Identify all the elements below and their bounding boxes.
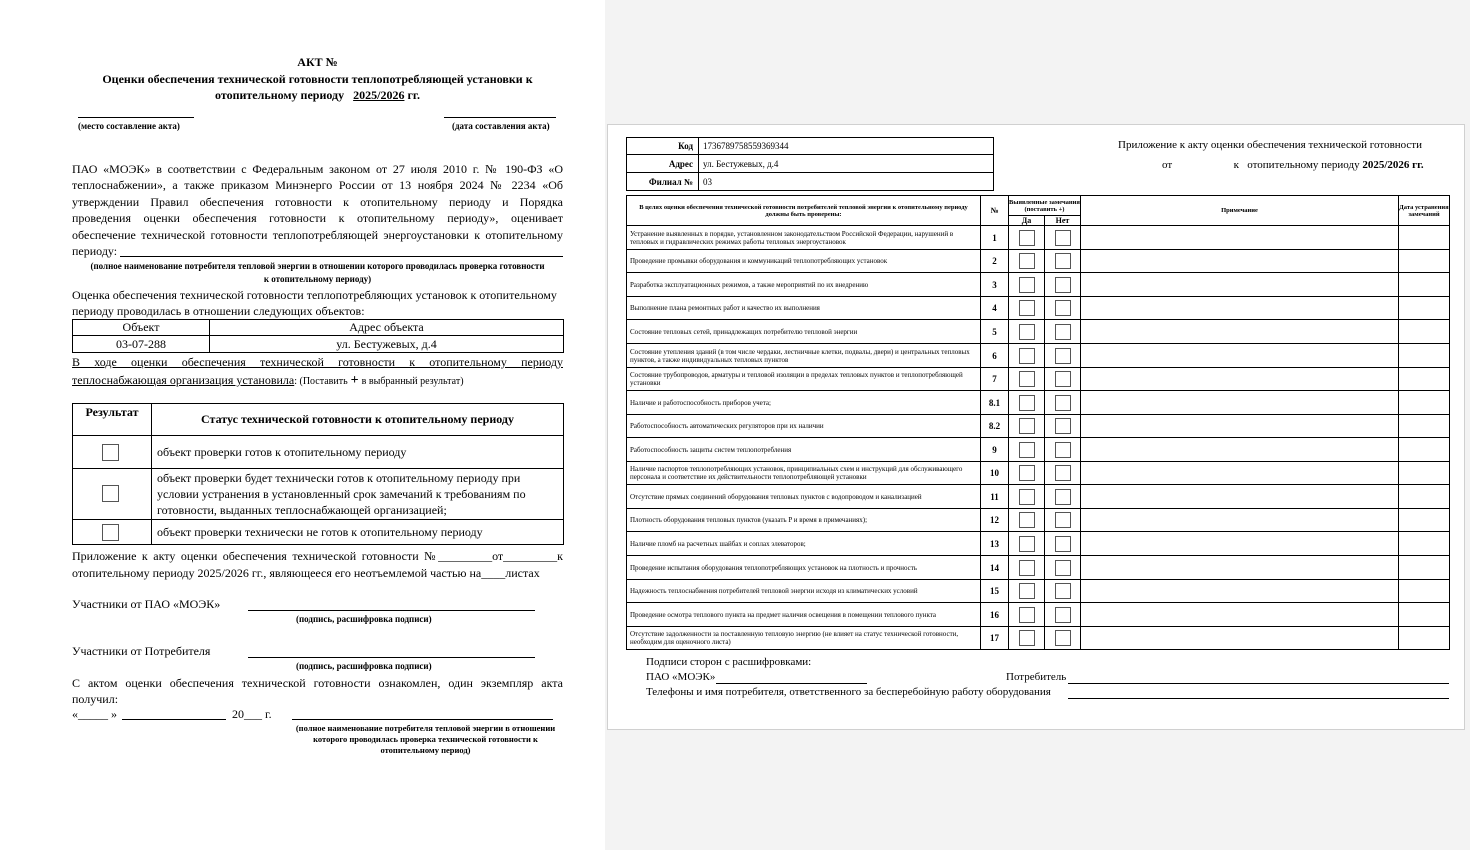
fix-date-cell[interactable]	[1399, 603, 1450, 627]
criterion-text: Плотность оборудования тепловых пунктов (указать P и время в примечаниях);	[627, 509, 981, 532]
remark-yes-cell	[1009, 391, 1045, 415]
remark-yes-checkbox[interactable]	[1019, 348, 1035, 364]
result-checkbox-conditional[interactable]	[102, 485, 119, 502]
table-row	[627, 509, 1450, 532]
table-row	[627, 438, 1450, 462]
criterion-number: 13	[981, 532, 1009, 556]
criterion-number: 7	[981, 368, 1009, 391]
header-note: Примечание	[1081, 196, 1399, 226]
header-date: Дата устранения замечаний	[1399, 196, 1450, 226]
header-no: Нет	[1045, 216, 1081, 226]
remark-no-checkbox[interactable]	[1055, 583, 1071, 599]
note-cell[interactable]	[1081, 438, 1399, 462]
info-value-branch: 03	[699, 173, 994, 191]
remark-no-checkbox[interactable]	[1055, 607, 1071, 623]
remark-yes-checkbox[interactable]	[1019, 489, 1035, 505]
consumer-name-line	[120, 256, 563, 257]
remark-no-cell	[1045, 226, 1081, 250]
table-row	[627, 320, 1450, 344]
note-cell[interactable]	[1081, 320, 1399, 344]
fix-date-cell[interactable]	[1399, 391, 1450, 415]
date-month-line	[122, 719, 226, 720]
fix-date-cell[interactable]	[1399, 627, 1450, 650]
criterion-number: 2	[981, 250, 1009, 273]
remark-no-checkbox[interactable]	[1055, 465, 1071, 481]
fix-date-cell[interactable]	[1399, 226, 1450, 250]
remark-no-cell	[1045, 391, 1081, 415]
acquainted-text: С актом оценки обеспечения технической готовности ознакомлен, один экземпляр акта получил:	[72, 676, 563, 706]
table-row	[627, 532, 1450, 556]
remark-yes-cell	[1009, 485, 1045, 509]
criterion-text: Разработка эксплуатационных режимов, а также мероприятий по их внедрению	[627, 273, 981, 297]
criterion-text: Выполнение плана ремонтных работ и качество их выполнения	[627, 297, 981, 320]
fix-date-cell[interactable]	[1399, 368, 1450, 391]
criterion-text: Состояние тепловых сетей, принадлежащих потребителю тепловой энергии	[627, 320, 981, 344]
header-remarks: Выявленные замечания (поставить +)	[1009, 196, 1081, 216]
result-checkbox-not-ready[interactable]	[102, 524, 119, 541]
criterion-number: 9	[981, 438, 1009, 462]
final-caption: (полное наименование потребителя тепловой энергии в отношении которого проводилась проверка технической готовности к отопительному период)	[295, 723, 556, 755]
table-row	[627, 344, 1450, 368]
table-row	[73, 469, 564, 520]
remark-no-cell	[1045, 250, 1081, 273]
note-cell[interactable]	[1081, 368, 1399, 391]
note-cell[interactable]	[1081, 391, 1399, 415]
status-ready: объект проверки готов к отопительному периоду	[152, 436, 564, 469]
fix-date-cell[interactable]	[1399, 462, 1450, 485]
remark-yes-cell	[1009, 556, 1045, 580]
note-cell[interactable]	[1081, 509, 1399, 532]
info-value-address: ул. Бестужевых, д.4	[699, 155, 994, 173]
criterion-text: Работоспособность автоматических регуляторов при их наличии	[627, 415, 981, 438]
criterion-text: Проведение осмотра теплового пункта на предмет наличия освещения в помещении теплового пункта	[627, 603, 981, 627]
remark-yes-checkbox[interactable]	[1019, 560, 1035, 576]
criterion-number: 15	[981, 580, 1009, 603]
remark-no-cell	[1045, 580, 1081, 603]
table-row	[627, 226, 1450, 250]
info-box	[626, 137, 994, 191]
date-open: «_____ »	[72, 707, 117, 721]
remark-no-checkbox[interactable]	[1055, 300, 1071, 316]
remark-no-cell	[1045, 603, 1081, 627]
remark-yes-cell	[1009, 532, 1045, 556]
act-page	[0, 0, 605, 850]
remark-yes-cell	[1009, 415, 1045, 438]
criterion-number: 3	[981, 273, 1009, 297]
remark-yes-checkbox[interactable]	[1019, 277, 1035, 293]
object-code: 03-07-288	[73, 336, 210, 353]
consumer-caption: (полное наименование потребителя тепловой энергии в отношении которого проводилась проверка готовности к отопительному периоду)	[90, 261, 545, 284]
result-table	[72, 403, 564, 545]
criterion-text: Наличие и работоспособность приборов учета;	[627, 391, 981, 415]
note-cell[interactable]	[1081, 462, 1399, 485]
moek-sign-line	[716, 683, 867, 684]
table-row	[627, 462, 1450, 485]
status-not-ready: объект проверки технически не готов к отопительному периоду	[152, 520, 564, 545]
remark-yes-cell	[1009, 297, 1045, 320]
remark-yes-checkbox[interactable]	[1019, 253, 1035, 269]
remark-no-cell	[1045, 320, 1081, 344]
remark-yes-checkbox[interactable]	[1019, 512, 1035, 528]
remark-no-cell	[1045, 509, 1081, 532]
remark-yes-cell	[1009, 250, 1045, 273]
date-caption: (дата составления акта)	[452, 121, 550, 131]
criterion-number: 12	[981, 509, 1009, 532]
criterion-text: Устранение выявленных в порядке, установленном законодательством Российской Федерации, нарушений в тепловых и гидравлических режимах работы тепловых энергоустановок	[627, 226, 981, 250]
appendix-title-1: Приложение к акту оценки обеспечения технической готовности	[1118, 139, 1422, 151]
participants-moek: Участники от ПАО «МОЭК»	[72, 597, 221, 611]
consumer-sign-line	[1068, 683, 1449, 684]
remark-no-cell	[1045, 344, 1081, 368]
remark-no-checkbox[interactable]	[1055, 418, 1071, 434]
note-cell[interactable]	[1081, 485, 1399, 509]
remark-no-checkbox[interactable]	[1055, 277, 1071, 293]
info-value-code: 1736789758559369344	[699, 138, 994, 155]
info-label-address: Адрес	[627, 155, 699, 173]
table-row	[627, 580, 1450, 603]
objects-header-object: Объект	[73, 320, 210, 336]
remark-yes-cell	[1009, 627, 1045, 650]
remark-no-checkbox[interactable]	[1055, 230, 1071, 246]
fix-date-cell[interactable]	[1399, 415, 1450, 438]
checklist-table	[626, 195, 1450, 650]
during-text: В ходе оценки обеспечения технической готовности к отопительному периоду теплоснабжающая организация установила: (Поставить + в выбранный результат)	[72, 355, 563, 388]
remark-no-checkbox[interactable]	[1055, 442, 1071, 458]
remark-yes-checkbox[interactable]	[1019, 442, 1035, 458]
objects-table	[72, 319, 564, 353]
table-row	[627, 273, 1450, 297]
remark-no-cell	[1045, 368, 1081, 391]
header-num: №	[981, 196, 1009, 226]
remark-yes-checkbox[interactable]	[1019, 583, 1035, 599]
remark-no-cell	[1045, 556, 1081, 580]
remark-no-cell	[1045, 485, 1081, 509]
act-subtitle-2: отопительному периоду 2025/2026 гг.	[214, 88, 420, 102]
result-checkbox-ready[interactable]	[102, 444, 119, 461]
remark-yes-cell	[1009, 462, 1045, 485]
fix-date-cell[interactable]	[1399, 485, 1450, 509]
appendix-page	[607, 124, 1465, 730]
criterion-text: Наличие пломб на расчетных шайбах и соплах элеваторов;	[627, 532, 981, 556]
table-row	[73, 520, 564, 545]
note-cell[interactable]	[1081, 273, 1399, 297]
table-row	[627, 603, 1450, 627]
remark-yes-cell	[1009, 603, 1045, 627]
fix-date-cell[interactable]	[1399, 250, 1450, 273]
act-heading: АКТ №	[297, 55, 338, 69]
note-cell[interactable]	[1081, 580, 1399, 603]
remark-yes-cell	[1009, 226, 1045, 250]
criterion-text: Состояние трубопроводов, арматуры и тепловой изоляции в пределах тепловых пунктов и теплопотребляющей установки	[627, 368, 981, 391]
remark-yes-cell	[1009, 438, 1045, 462]
result-header: Результат	[73, 404, 152, 436]
criterion-number: 10	[981, 462, 1009, 485]
remark-yes-cell	[1009, 580, 1045, 603]
criterion-number: 8.2	[981, 415, 1009, 438]
consumer-signature-line	[248, 657, 535, 658]
fix-date-cell[interactable]	[1399, 509, 1450, 532]
criterion-text: Состояние утепления зданий (в том числе чердаки, лестничные клетки, подвалы, двери) и центральных тепловых пунктов, а также индивидуальных тепловых пунктов	[627, 344, 981, 368]
remark-yes-cell	[1009, 368, 1045, 391]
phones-label: Телефоны и имя потребителя, ответственного за бесперебойную работу оборудования	[646, 686, 1051, 698]
plus-sign: +	[350, 373, 359, 388]
criterion-number: 6	[981, 344, 1009, 368]
note-cell[interactable]	[1081, 556, 1399, 580]
fix-date-cell[interactable]	[1399, 438, 1450, 462]
note-cell[interactable]	[1081, 297, 1399, 320]
assessment-text: Оценка обеспечения технической готовности теплопотребляющих установок к отопительному периоду проводилась в отношении следующих объектов:	[72, 288, 557, 318]
date-year: 20___ г.	[232, 707, 272, 721]
appendix-title-2: от к отопительному периоду 2025/2026 гг.	[1162, 159, 1424, 171]
remark-no-cell	[1045, 415, 1081, 438]
moek-signature-line	[248, 610, 535, 611]
participants-consumer: Участники от Потребителя	[72, 644, 211, 658]
intro-paragraph: ПАО «МОЭК» в соответствии с Федеральным законом от 27 июля 2010 г. № 190-ФЗ «О теплоснабжении», а также приказом Минэнерго России от 13 ноября 2024 № 2234 «Об утверждении Правил обеспечения готовности к отопительному периоду и Порядка проведения оценки обеспечения готовности к отопительному периоду», оценивает обеспечение технической готовности теплопотребляющей энергоустановки к отопительному периоду:	[72, 162, 563, 259]
fix-date-cell[interactable]	[1399, 273, 1450, 297]
remark-yes-checkbox[interactable]	[1019, 536, 1035, 552]
criterion-text: Проведение промывки оборудования и коммуникаций теплопотребляющих установок	[627, 250, 981, 273]
remark-yes-checkbox[interactable]	[1019, 300, 1035, 316]
remark-no-checkbox[interactable]	[1055, 512, 1071, 528]
table-row	[627, 556, 1450, 580]
remark-no-checkbox[interactable]	[1055, 560, 1071, 576]
remark-no-checkbox[interactable]	[1055, 630, 1071, 646]
remark-no-checkbox[interactable]	[1055, 371, 1071, 387]
table-row	[627, 297, 1450, 320]
table-row	[627, 368, 1450, 391]
remark-yes-cell	[1009, 509, 1045, 532]
remark-no-cell	[1045, 532, 1081, 556]
remark-no-checkbox[interactable]	[1055, 536, 1071, 552]
remark-no-cell	[1045, 273, 1081, 297]
act-period: 2025/2026	[353, 88, 405, 102]
note-cell[interactable]	[1081, 532, 1399, 556]
remark-no-cell	[1045, 438, 1081, 462]
remark-no-cell	[1045, 462, 1081, 485]
remark-no-checkbox[interactable]	[1055, 489, 1071, 505]
moek-signature-caption: (подпись, расшифровка подписи)	[296, 614, 432, 624]
remark-no-checkbox[interactable]	[1055, 324, 1071, 340]
remark-yes-cell	[1009, 273, 1045, 297]
criterion-text: Работоспособность защиты систем теплопотребления	[627, 438, 981, 462]
date-line	[444, 117, 556, 118]
criterion-number: 4	[981, 297, 1009, 320]
info-label-branch: Филиал №	[627, 173, 699, 191]
remark-yes-checkbox[interactable]	[1019, 607, 1035, 623]
fix-date-cell[interactable]	[1399, 297, 1450, 320]
table-row	[627, 627, 1450, 650]
table-row	[627, 250, 1450, 273]
header-yes: Да	[1009, 216, 1045, 226]
note-cell[interactable]	[1081, 603, 1399, 627]
note-cell[interactable]	[1081, 627, 1399, 650]
note-cell[interactable]	[1081, 250, 1399, 273]
note-cell[interactable]	[1081, 226, 1399, 250]
remark-yes-cell	[1009, 320, 1045, 344]
criterion-number: 17	[981, 627, 1009, 650]
remark-yes-cell	[1009, 344, 1045, 368]
note-cell[interactable]	[1081, 415, 1399, 438]
remark-no-checkbox[interactable]	[1055, 395, 1071, 411]
table-row	[73, 336, 564, 353]
table-row	[627, 415, 1450, 438]
object-address: ул. Бестужевых, д.4	[210, 336, 564, 353]
criterion-text: Отсутствие прямых соединений оборудования тепловых пунктов с водопроводом и канализацией	[627, 485, 981, 509]
fix-date-cell[interactable]	[1399, 532, 1450, 556]
fix-date-cell[interactable]	[1399, 556, 1450, 580]
remark-yes-checkbox[interactable]	[1019, 418, 1035, 434]
remark-no-checkbox[interactable]	[1055, 348, 1071, 364]
intro-last: периоду:	[72, 244, 118, 259]
remark-no-checkbox[interactable]	[1055, 253, 1071, 269]
status-header: Статус технической готовности к отопительному периоду	[152, 404, 564, 436]
fix-date-cell[interactable]	[1399, 580, 1450, 603]
table-row	[73, 436, 564, 469]
signatures-title: Подписи сторон с расшифровками:	[646, 656, 812, 668]
criterion-text: Проведение испытания оборудования теплопотребляющих установок на плотность и прочность	[627, 556, 981, 580]
consumer-signature-caption: (подпись, расшифровка подписи)	[296, 661, 432, 671]
consumer-label: Потребитель	[1006, 671, 1067, 683]
header-criteria: В целях оценки обеспечения технической готовности потребителей тепловой энергии к отопительному периоду должны быть проверены:	[627, 196, 981, 226]
remark-yes-checkbox[interactable]	[1019, 630, 1035, 646]
remark-yes-checkbox[interactable]	[1019, 324, 1035, 340]
moek-label: ПАО «МОЭК»	[646, 671, 716, 683]
note-cell[interactable]	[1081, 344, 1399, 368]
info-label-code: Код	[627, 138, 699, 155]
remark-yes-checkbox[interactable]	[1019, 395, 1035, 411]
criterion-number: 16	[981, 603, 1009, 627]
criterion-number: 8.1	[981, 391, 1009, 415]
criterion-number: 5	[981, 320, 1009, 344]
appendix-reference: Приложение к акту оценки обеспечения технической готовности №_________от_________к отопительному периоду 2025/2026 гг., являющееся его неотъемлемой частью на____листах	[72, 549, 563, 580]
criterion-text: Отсутствие задолженности за поставленную тепловую энергию (не влияет на статус технической готовности, необходим для оценочного листа)	[627, 627, 981, 650]
remark-yes-checkbox[interactable]	[1019, 230, 1035, 246]
criterion-text: Наличие паспортов теплопотребляющих установок, принципиальных схем и инструкций для обслуживающего персонала и соответствие их действительности теплопотребляющей установки	[627, 462, 981, 485]
criterion-number: 14	[981, 556, 1009, 580]
fix-date-cell[interactable]	[1399, 320, 1450, 344]
status-conditional: объект проверки будет технически готов к отопительному периоду при условии устранения в установленный срок замечаний к требованиям по готовности, выданных теплоснабжающей организацией;	[152, 469, 564, 520]
checklist-rows	[627, 226, 1450, 650]
remark-yes-checkbox[interactable]	[1019, 465, 1035, 481]
place-line	[78, 117, 194, 118]
fix-date-cell[interactable]	[1399, 344, 1450, 368]
table-row	[627, 485, 1450, 509]
criterion-number: 1	[981, 226, 1009, 250]
place-caption: (место составление акта)	[78, 121, 180, 131]
final-consumer-line	[292, 719, 553, 720]
remark-no-cell	[1045, 627, 1081, 650]
criterion-text: Надежность теплоснабжения потребителей тепловой энергии исходя из климатических условий	[627, 580, 981, 603]
phones-line	[1068, 698, 1449, 699]
act-subtitle-1: Оценки обеспечения технической готовности теплопотребляющей установки к	[102, 72, 533, 86]
objects-header-address: Адрес объекта	[210, 320, 564, 336]
table-row	[627, 391, 1450, 415]
criterion-number: 11	[981, 485, 1009, 509]
remark-no-cell	[1045, 297, 1081, 320]
remark-yes-checkbox[interactable]	[1019, 371, 1035, 387]
